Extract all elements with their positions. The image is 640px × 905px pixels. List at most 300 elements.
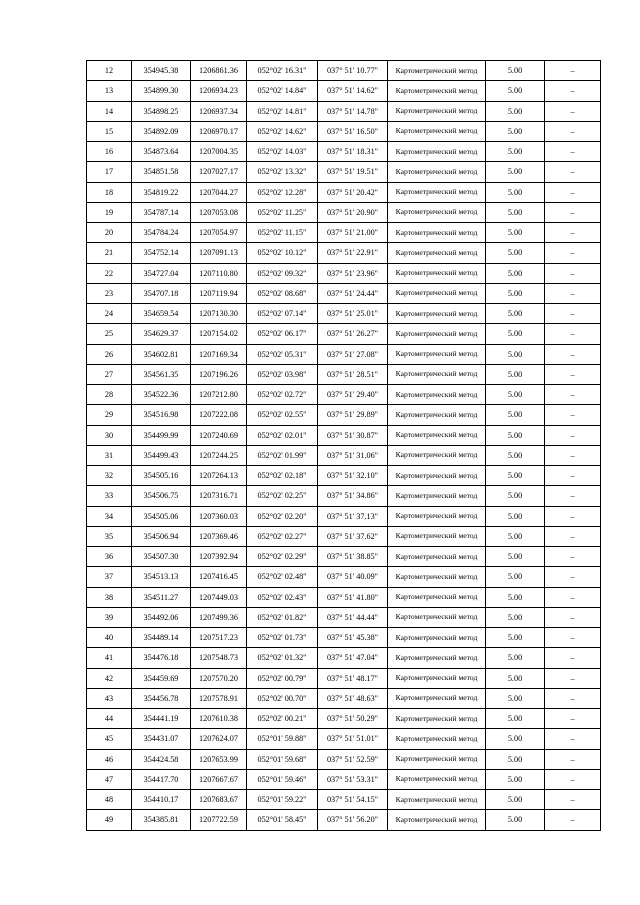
description-cell: – bbox=[545, 628, 601, 648]
latitude-cell: 052°02' 01.32" bbox=[247, 648, 318, 668]
latitude-cell: 052°02' 10.12" bbox=[247, 243, 318, 263]
y-coordinate-cell: 1207683.67 bbox=[191, 790, 247, 810]
table-row bbox=[87, 182, 601, 202]
y-coordinate-cell: 1207222.08 bbox=[191, 405, 247, 425]
precision-cell: 5.00 bbox=[486, 526, 545, 546]
longitude-cell: 037° 51' 32.10" bbox=[318, 466, 388, 486]
table-row bbox=[87, 162, 601, 182]
table-row bbox=[87, 648, 601, 668]
precision-cell: 5.00 bbox=[486, 628, 545, 648]
description-cell: – bbox=[545, 749, 601, 769]
table-row bbox=[87, 628, 601, 648]
table-row bbox=[87, 729, 601, 749]
y-coordinate-cell: 1207054.97 bbox=[191, 223, 247, 243]
description-cell: – bbox=[545, 688, 601, 708]
point-number-cell: 32 bbox=[87, 466, 132, 486]
y-coordinate-cell: 1207360.03 bbox=[191, 506, 247, 526]
x-coordinate-cell: 354505.06 bbox=[132, 506, 191, 526]
latitude-cell: 052°02' 03.98" bbox=[247, 364, 318, 384]
latitude-cell: 052°01' 59.88" bbox=[247, 729, 318, 749]
description-cell: – bbox=[545, 405, 601, 425]
longitude-cell: 037° 51' 20.90" bbox=[318, 202, 388, 222]
y-coordinate-cell: 1207416.45 bbox=[191, 567, 247, 587]
point-number-cell: 16 bbox=[87, 142, 132, 162]
x-coordinate-cell: 354492.06 bbox=[132, 607, 191, 627]
point-number-cell: 49 bbox=[87, 810, 132, 830]
x-coordinate-cell: 354707.18 bbox=[132, 283, 191, 303]
precision-cell: 5.00 bbox=[486, 506, 545, 526]
precision-cell: 5.00 bbox=[486, 121, 545, 141]
x-coordinate-cell: 354516.98 bbox=[132, 405, 191, 425]
precision-cell: 5.00 bbox=[486, 810, 545, 830]
y-coordinate-cell: 1207264.13 bbox=[191, 466, 247, 486]
precision-cell: 5.00 bbox=[486, 668, 545, 688]
longitude-cell: 037° 51' 30.87" bbox=[318, 425, 388, 445]
table-row bbox=[87, 425, 601, 445]
description-cell: – bbox=[545, 607, 601, 627]
table-row bbox=[87, 587, 601, 607]
point-number-cell: 48 bbox=[87, 790, 132, 810]
latitude-cell: 052°02' 01.82" bbox=[247, 607, 318, 627]
latitude-cell: 052°02' 02.29" bbox=[247, 547, 318, 567]
method-cell: Картометрический метод bbox=[388, 425, 486, 445]
x-coordinate-cell: 354505.16 bbox=[132, 466, 191, 486]
x-coordinate-cell: 354410.17 bbox=[132, 790, 191, 810]
precision-cell: 5.00 bbox=[486, 182, 545, 202]
x-coordinate-cell: 354385.81 bbox=[132, 810, 191, 830]
table-row bbox=[87, 688, 601, 708]
point-number-cell: 46 bbox=[87, 749, 132, 769]
y-coordinate-cell: 1207091.13 bbox=[191, 243, 247, 263]
point-number-cell: 17 bbox=[87, 162, 132, 182]
table-row bbox=[87, 61, 601, 81]
longitude-cell: 037° 51' 48.63" bbox=[318, 688, 388, 708]
y-coordinate-cell: 1207244.25 bbox=[191, 445, 247, 465]
x-coordinate-cell: 354459.69 bbox=[132, 668, 191, 688]
table-row bbox=[87, 243, 601, 263]
point-number-cell: 12 bbox=[87, 61, 132, 81]
point-number-cell: 31 bbox=[87, 445, 132, 465]
point-number-cell: 27 bbox=[87, 364, 132, 384]
y-coordinate-cell: 1207130.30 bbox=[191, 304, 247, 324]
y-coordinate-cell: 1207570.20 bbox=[191, 668, 247, 688]
longitude-cell: 037° 51' 56.20" bbox=[318, 810, 388, 830]
longitude-cell: 037° 51' 53.31" bbox=[318, 769, 388, 789]
description-cell: – bbox=[545, 567, 601, 587]
description-cell: – bbox=[545, 344, 601, 364]
description-cell: – bbox=[545, 263, 601, 283]
point-number-cell: 28 bbox=[87, 385, 132, 405]
precision-cell: 5.00 bbox=[486, 769, 545, 789]
description-cell: – bbox=[545, 729, 601, 749]
method-cell: Картометрический метод bbox=[388, 769, 486, 789]
description-cell: – bbox=[545, 324, 601, 344]
precision-cell: 5.00 bbox=[486, 688, 545, 708]
y-coordinate-cell: 1207119.94 bbox=[191, 283, 247, 303]
latitude-cell: 052°02' 12.28" bbox=[247, 182, 318, 202]
latitude-cell: 052°02' 02.72" bbox=[247, 385, 318, 405]
longitude-cell: 037° 51' 40.09" bbox=[318, 567, 388, 587]
longitude-cell: 037° 51' 52.59" bbox=[318, 749, 388, 769]
method-cell: Картометрический метод bbox=[388, 81, 486, 101]
latitude-cell: 052°02' 14.03" bbox=[247, 142, 318, 162]
x-coordinate-cell: 354511.27 bbox=[132, 587, 191, 607]
description-cell: – bbox=[545, 466, 601, 486]
method-cell: Картометрический метод bbox=[388, 547, 486, 567]
latitude-cell: 052°02' 14.62" bbox=[247, 121, 318, 141]
method-cell: Картометрический метод bbox=[388, 263, 486, 283]
precision-cell: 5.00 bbox=[486, 405, 545, 425]
method-cell: Картометрический метод bbox=[388, 324, 486, 344]
precision-cell: 5.00 bbox=[486, 162, 545, 182]
longitude-cell: 037° 51' 24.44" bbox=[318, 283, 388, 303]
precision-cell: 5.00 bbox=[486, 202, 545, 222]
method-cell: Картометрический метод bbox=[388, 668, 486, 688]
x-coordinate-cell: 354602.81 bbox=[132, 344, 191, 364]
latitude-cell: 052°02' 02.43" bbox=[247, 587, 318, 607]
method-cell: Картометрический метод bbox=[388, 283, 486, 303]
y-coordinate-cell: 1207624.07 bbox=[191, 729, 247, 749]
y-coordinate-cell: 1207004.35 bbox=[191, 142, 247, 162]
method-cell: Картометрический метод bbox=[388, 810, 486, 830]
method-cell: Картометрический метод bbox=[388, 364, 486, 384]
point-number-cell: 36 bbox=[87, 547, 132, 567]
table-row bbox=[87, 466, 601, 486]
latitude-cell: 052°02' 11.15" bbox=[247, 223, 318, 243]
longitude-cell: 037° 51' 29.40" bbox=[318, 385, 388, 405]
y-coordinate-cell: 1207212.80 bbox=[191, 385, 247, 405]
description-cell: – bbox=[545, 425, 601, 445]
latitude-cell: 052°02' 02.18" bbox=[247, 466, 318, 486]
table-row bbox=[87, 709, 601, 729]
point-number-cell: 29 bbox=[87, 405, 132, 425]
latitude-cell: 052°02' 08.68" bbox=[247, 283, 318, 303]
table-row bbox=[87, 202, 601, 222]
precision-cell: 5.00 bbox=[486, 445, 545, 465]
table-row bbox=[87, 263, 601, 283]
latitude-cell: 052°02' 02.27" bbox=[247, 526, 318, 546]
longitude-cell: 037° 51' 50.29" bbox=[318, 709, 388, 729]
latitude-cell: 052°02' 00.21" bbox=[247, 709, 318, 729]
description-cell: – bbox=[545, 364, 601, 384]
latitude-cell: 052°02' 01.73" bbox=[247, 628, 318, 648]
method-cell: Картометрический метод bbox=[388, 506, 486, 526]
precision-cell: 5.00 bbox=[486, 283, 545, 303]
y-coordinate-cell: 1207722.59 bbox=[191, 810, 247, 830]
x-coordinate-cell: 354489.14 bbox=[132, 628, 191, 648]
method-cell: Картометрический метод bbox=[388, 790, 486, 810]
x-coordinate-cell: 354892.09 bbox=[132, 121, 191, 141]
table-row bbox=[87, 304, 601, 324]
table-row bbox=[87, 142, 601, 162]
x-coordinate-cell: 354945.38 bbox=[132, 61, 191, 81]
point-number-cell: 25 bbox=[87, 324, 132, 344]
y-coordinate-cell: 1207653.99 bbox=[191, 749, 247, 769]
precision-cell: 5.00 bbox=[486, 607, 545, 627]
y-coordinate-cell: 1207578.91 bbox=[191, 688, 247, 708]
table-row bbox=[87, 769, 601, 789]
method-cell: Картометрический метод bbox=[388, 162, 486, 182]
point-number-cell: 13 bbox=[87, 81, 132, 101]
longitude-cell: 037° 51' 47.04" bbox=[318, 648, 388, 668]
point-number-cell: 24 bbox=[87, 304, 132, 324]
longitude-cell: 037° 51' 38.85" bbox=[318, 547, 388, 567]
method-cell: Картометрический метод bbox=[388, 202, 486, 222]
point-number-cell: 40 bbox=[87, 628, 132, 648]
description-cell: – bbox=[545, 283, 601, 303]
y-coordinate-cell: 1207449.03 bbox=[191, 587, 247, 607]
longitude-cell: 037° 51' 51.01" bbox=[318, 729, 388, 749]
table-row bbox=[87, 749, 601, 769]
latitude-cell: 052°02' 16.31" bbox=[247, 61, 318, 81]
description-cell: – bbox=[545, 202, 601, 222]
precision-cell: 5.00 bbox=[486, 61, 545, 81]
description-cell: – bbox=[545, 61, 601, 81]
x-coordinate-cell: 354898.25 bbox=[132, 101, 191, 121]
point-number-cell: 14 bbox=[87, 101, 132, 121]
longitude-cell: 037° 51' 37.62" bbox=[318, 526, 388, 546]
latitude-cell: 052°01' 59.22" bbox=[247, 790, 318, 810]
method-cell: Картометрический метод bbox=[388, 587, 486, 607]
description-cell: – bbox=[545, 587, 601, 607]
latitude-cell: 052°02' 02.20" bbox=[247, 506, 318, 526]
point-number-cell: 45 bbox=[87, 729, 132, 749]
method-cell: Картометрический метод bbox=[388, 526, 486, 546]
x-coordinate-cell: 354513.13 bbox=[132, 567, 191, 587]
longitude-cell: 037° 51' 19.51" bbox=[318, 162, 388, 182]
point-number-cell: 18 bbox=[87, 182, 132, 202]
y-coordinate-cell: 1207154.02 bbox=[191, 324, 247, 344]
point-number-cell: 21 bbox=[87, 243, 132, 263]
point-number-cell: 44 bbox=[87, 709, 132, 729]
method-cell: Картометрический метод bbox=[388, 466, 486, 486]
precision-cell: 5.00 bbox=[486, 385, 545, 405]
document-page bbox=[86, 60, 600, 831]
x-coordinate-cell: 354506.94 bbox=[132, 526, 191, 546]
latitude-cell: 052°02' 02.48" bbox=[247, 567, 318, 587]
x-coordinate-cell: 354561.35 bbox=[132, 364, 191, 384]
x-coordinate-cell: 354441.19 bbox=[132, 709, 191, 729]
table-row bbox=[87, 547, 601, 567]
x-coordinate-cell: 354787.14 bbox=[132, 202, 191, 222]
precision-cell: 5.00 bbox=[486, 587, 545, 607]
y-coordinate-cell: 1207110.80 bbox=[191, 263, 247, 283]
longitude-cell: 037° 51' 16.50" bbox=[318, 121, 388, 141]
table-row bbox=[87, 324, 601, 344]
x-coordinate-cell: 354499.43 bbox=[132, 445, 191, 465]
longitude-cell: 037° 51' 25.01" bbox=[318, 304, 388, 324]
x-coordinate-cell: 354659.54 bbox=[132, 304, 191, 324]
x-coordinate-cell: 354417.70 bbox=[132, 769, 191, 789]
latitude-cell: 052°02' 13.32" bbox=[247, 162, 318, 182]
table-row bbox=[87, 223, 601, 243]
point-number-cell: 42 bbox=[87, 668, 132, 688]
latitude-cell: 052°01' 58.45" bbox=[247, 810, 318, 830]
x-coordinate-cell: 354431.07 bbox=[132, 729, 191, 749]
table-row bbox=[87, 385, 601, 405]
description-cell: – bbox=[545, 526, 601, 546]
y-coordinate-cell: 1207196.26 bbox=[191, 364, 247, 384]
x-coordinate-cell: 354424.58 bbox=[132, 749, 191, 769]
description-cell: – bbox=[545, 385, 601, 405]
y-coordinate-cell: 1206861.36 bbox=[191, 61, 247, 81]
x-coordinate-cell: 354456.78 bbox=[132, 688, 191, 708]
point-number-cell: 34 bbox=[87, 506, 132, 526]
y-coordinate-cell: 1207240.69 bbox=[191, 425, 247, 445]
description-cell: – bbox=[545, 486, 601, 506]
method-cell: Картометрический метод bbox=[388, 304, 486, 324]
latitude-cell: 052°01' 59.46" bbox=[247, 769, 318, 789]
y-coordinate-cell: 1207517.23 bbox=[191, 628, 247, 648]
description-cell: – bbox=[545, 142, 601, 162]
latitude-cell: 052°02' 01.99" bbox=[247, 445, 318, 465]
method-cell: Картометрический метод bbox=[388, 405, 486, 425]
x-coordinate-cell: 354522.36 bbox=[132, 385, 191, 405]
longitude-cell: 037° 51' 14.62" bbox=[318, 81, 388, 101]
description-cell: – bbox=[545, 121, 601, 141]
description-cell: – bbox=[545, 769, 601, 789]
precision-cell: 5.00 bbox=[486, 101, 545, 121]
method-cell: Картометрический метод bbox=[388, 101, 486, 121]
point-number-cell: 43 bbox=[87, 688, 132, 708]
longitude-cell: 037° 51' 34.86" bbox=[318, 486, 388, 506]
point-number-cell: 15 bbox=[87, 121, 132, 141]
precision-cell: 5.00 bbox=[486, 223, 545, 243]
description-cell: – bbox=[545, 445, 601, 465]
method-cell: Картометрический метод bbox=[388, 607, 486, 627]
longitude-cell: 037° 51' 28.51" bbox=[318, 364, 388, 384]
method-cell: Картометрический метод bbox=[388, 567, 486, 587]
table-row bbox=[87, 486, 601, 506]
longitude-cell: 037° 51' 27.08" bbox=[318, 344, 388, 364]
precision-cell: 5.00 bbox=[486, 263, 545, 283]
x-coordinate-cell: 354851.58 bbox=[132, 162, 191, 182]
x-coordinate-cell: 354784.24 bbox=[132, 223, 191, 243]
method-cell: Картометрический метод bbox=[388, 628, 486, 648]
x-coordinate-cell: 354499.99 bbox=[132, 425, 191, 445]
x-coordinate-cell: 354752.14 bbox=[132, 243, 191, 263]
longitude-cell: 037° 51' 44.44" bbox=[318, 607, 388, 627]
latitude-cell: 052°02' 14.84" bbox=[247, 81, 318, 101]
table-row bbox=[87, 567, 601, 587]
precision-cell: 5.00 bbox=[486, 243, 545, 263]
point-number-cell: 35 bbox=[87, 526, 132, 546]
precision-cell: 5.00 bbox=[486, 364, 545, 384]
method-cell: Картометрический метод bbox=[388, 223, 486, 243]
point-number-cell: 41 bbox=[87, 648, 132, 668]
table-row bbox=[87, 101, 601, 121]
table-row bbox=[87, 81, 601, 101]
longitude-cell: 037° 51' 48.17" bbox=[318, 668, 388, 688]
point-number-cell: 30 bbox=[87, 425, 132, 445]
latitude-cell: 052°02' 07.14" bbox=[247, 304, 318, 324]
method-cell: Картометрический метод bbox=[388, 182, 486, 202]
description-cell: – bbox=[545, 547, 601, 567]
y-coordinate-cell: 1207027.17 bbox=[191, 162, 247, 182]
latitude-cell: 052°02' 02.01" bbox=[247, 425, 318, 445]
description-cell: – bbox=[545, 506, 601, 526]
table-row bbox=[87, 668, 601, 688]
y-coordinate-cell: 1207369.46 bbox=[191, 526, 247, 546]
x-coordinate-cell: 354899.30 bbox=[132, 81, 191, 101]
y-coordinate-cell: 1207044.27 bbox=[191, 182, 247, 202]
precision-cell: 5.00 bbox=[486, 729, 545, 749]
point-number-cell: 47 bbox=[87, 769, 132, 789]
table-row bbox=[87, 810, 601, 830]
table-row bbox=[87, 526, 601, 546]
y-coordinate-cell: 1207667.67 bbox=[191, 769, 247, 789]
table-row bbox=[87, 283, 601, 303]
precision-cell: 5.00 bbox=[486, 648, 545, 668]
longitude-cell: 037° 51' 31.06" bbox=[318, 445, 388, 465]
longitude-cell: 037° 51' 18.31" bbox=[318, 142, 388, 162]
y-coordinate-cell: 1206970.17 bbox=[191, 121, 247, 141]
precision-cell: 5.00 bbox=[486, 324, 545, 344]
point-number-cell: 26 bbox=[87, 344, 132, 364]
latitude-cell: 052°02' 05.31" bbox=[247, 344, 318, 364]
method-cell: Картометрический метод bbox=[388, 729, 486, 749]
precision-cell: 5.00 bbox=[486, 547, 545, 567]
longitude-cell: 037° 51' 21.00" bbox=[318, 223, 388, 243]
latitude-cell: 052°02' 06.17" bbox=[247, 324, 318, 344]
longitude-cell: 037° 51' 20.42" bbox=[318, 182, 388, 202]
y-coordinate-cell: 1207392.94 bbox=[191, 547, 247, 567]
longitude-cell: 037° 51' 37.13" bbox=[318, 506, 388, 526]
longitude-cell: 037° 51' 54.15" bbox=[318, 790, 388, 810]
latitude-cell: 052°02' 09.32" bbox=[247, 263, 318, 283]
longitude-cell: 037° 51' 23.96" bbox=[318, 263, 388, 283]
method-cell: Картометрический метод bbox=[388, 61, 486, 81]
method-cell: Картометрический метод bbox=[388, 445, 486, 465]
precision-cell: 5.00 bbox=[486, 425, 545, 445]
point-number-cell: 38 bbox=[87, 587, 132, 607]
description-cell: – bbox=[545, 101, 601, 121]
precision-cell: 5.00 bbox=[486, 142, 545, 162]
description-cell: – bbox=[545, 243, 601, 263]
method-cell: Картометрический метод bbox=[388, 688, 486, 708]
description-cell: – bbox=[545, 668, 601, 688]
y-coordinate-cell: 1207316.71 bbox=[191, 486, 247, 506]
point-number-cell: 19 bbox=[87, 202, 132, 222]
precision-cell: 5.00 bbox=[486, 466, 545, 486]
longitude-cell: 037° 51' 26.27" bbox=[318, 324, 388, 344]
y-coordinate-cell: 1206934.23 bbox=[191, 81, 247, 101]
longitude-cell: 037° 51' 41.80" bbox=[318, 587, 388, 607]
point-number-cell: 39 bbox=[87, 607, 132, 627]
coordinates-table-body bbox=[87, 61, 601, 831]
x-coordinate-cell: 354476.18 bbox=[132, 648, 191, 668]
description-cell: – bbox=[545, 648, 601, 668]
method-cell: Картометрический метод bbox=[388, 709, 486, 729]
point-number-cell: 23 bbox=[87, 283, 132, 303]
table-row bbox=[87, 364, 601, 384]
description-cell: – bbox=[545, 304, 601, 324]
coordinates-table bbox=[86, 60, 601, 831]
table-row bbox=[87, 445, 601, 465]
latitude-cell: 052°02' 11.25" bbox=[247, 202, 318, 222]
precision-cell: 5.00 bbox=[486, 81, 545, 101]
y-coordinate-cell: 1207053.08 bbox=[191, 202, 247, 222]
precision-cell: 5.00 bbox=[486, 567, 545, 587]
x-coordinate-cell: 354819.22 bbox=[132, 182, 191, 202]
y-coordinate-cell: 1207169.34 bbox=[191, 344, 247, 364]
y-coordinate-cell: 1206937.34 bbox=[191, 101, 247, 121]
description-cell: – bbox=[545, 790, 601, 810]
x-coordinate-cell: 354727.04 bbox=[132, 263, 191, 283]
table-row bbox=[87, 607, 601, 627]
precision-cell: 5.00 bbox=[486, 304, 545, 324]
method-cell: Картометрический метод bbox=[388, 486, 486, 506]
